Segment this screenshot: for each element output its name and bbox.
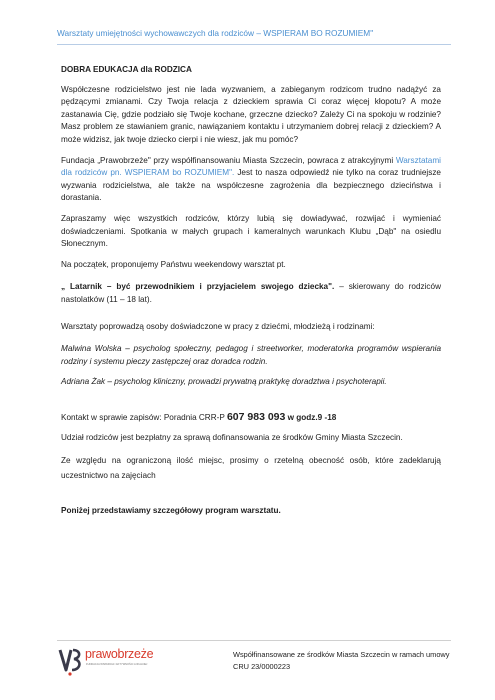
- contact-hours: w godz.9 -18: [285, 412, 337, 422]
- trainer-adriana: Adriana Żak – psycholog kliniczny, prowadzi prywatną praktykę doradztwa i psychoterapii.: [61, 377, 387, 387]
- document-body: [61, 64, 441, 518]
- trainers-intro: Warsztaty poprowadzą osoby doświadczone w pracy z dziećmi, młodzieżą i rodzinami:: [61, 321, 375, 331]
- workshop-title: „ Latarnik – być przewodnikiem i przyjacielem swojego dziecka".: [61, 282, 335, 292]
- workshop-series-name: Warsztatami dla rodziców pn. WSPIERAM bo ROZUMIEM".: [61, 155, 441, 178]
- program-note: Poniżej przedstawiamy szczegółowy program warsztatu.: [61, 506, 281, 516]
- foundation-text-2: Jest to nasza odpowiedź nie tylko na coraz trudniejsze wyzwania rodzicielstwa, ale także na współczesne zagrożenia dla bezpiecznego dzieciństwa i dorastania.: [61, 168, 441, 203]
- document-heading: DOBRA EDUKACJA dla RODZICA: [61, 65, 192, 74]
- intro-paragraph: Współczesne rodzicielstwo jest nie lada wyzwaniem, a zabieganym rodzicom trudno nadążyć za pędzącymi zmianami. Czy Twoja relacja z dzieckiem sprawia Ci coraz więcej kłopotu? A może zastanawia Cię, gdzie podziało się Twoje kochane, grzeczne dziecko? Zależy Ci na spokoju w rodzinie? Masz problem ze stawianiem granic, nawiązaniem kontaktu i utrzymaniem dobrej relacji z dzieckiem? A może widzisz, jak twoje dziecko cierpi i nie wiesz, jak mu pomóc?: [61, 84, 441, 144]
- workshop-paragraph: [61, 281, 441, 306]
- logo-subtext: FUNDACJA WSPARCIA I AKTYWNOŚCI LOKALNEJ: [86, 663, 148, 666]
- contact-line: [61, 411, 441, 425]
- prawobrzeze-logo: [57, 643, 167, 677]
- header-divider: [57, 44, 451, 45]
- contact-prefix: Kontakt w sprawie zapisów: Poradnia CRR-P: [61, 412, 227, 422]
- cofinance-line-1: Współfinansowane ze środków Miasta Szczecin w ramach umowy: [233, 650, 450, 659]
- proposal-paragraph: Na początek, proponujemy Państwu weekendowy warsztat pt.: [61, 259, 286, 269]
- trainer-malwina: Malwina Wolska – psycholog społeczny, pedagog i streetworker, moderatorka programów wspierania rodziny i systemu pieczy zastępczej oraz doradca rodzin.: [61, 344, 441, 366]
- footer-divider: [57, 640, 451, 641]
- logo-wordmark: prawobrzeże: [85, 647, 154, 661]
- cofinance-note: [233, 649, 463, 672]
- free-participation: Udział rodziców jest bezpłatny za sprawą dofinansowania ze środków Gminy Miasta Szczecin.: [61, 433, 403, 443]
- workshop-audience: – skierowany do rodziców nastolatków (11 – 18 lat).: [61, 282, 441, 304]
- cofinance-line-2: CRU 23/0000223: [233, 661, 291, 671]
- invite-paragraph: Zapraszamy więc wszystkich rodziców, którzy lubią się dowiadywać, rozwijać i wymieniać doświadczeniami. Spotkania w małych grupach i kameralnych warunkach Klubu „Dąb" na osiedlu Słonecznym.: [61, 213, 441, 249]
- foundation-paragraph: [61, 155, 441, 205]
- foundation-text-1: Fundacja „Prawobrzeże" przy współfinansowaniu Miasta Szczecin, powraca z atrakcyjnymi: [61, 155, 394, 165]
- limited-places: Ze względu na ograniczoną ilość miejsc, prosimy o rzetelną obecność osób, które zadeklarują uczestnictwo na zajęciach: [61, 456, 441, 481]
- contact-phone: 607 983 093: [226, 410, 286, 423]
- foundation-logo-mark-icon: [57, 643, 83, 677]
- page-header: Warsztaty umiejętności wychowawczych dla rodziców – WSPIERAM BO ROZUMIEM": [57, 28, 374, 38]
